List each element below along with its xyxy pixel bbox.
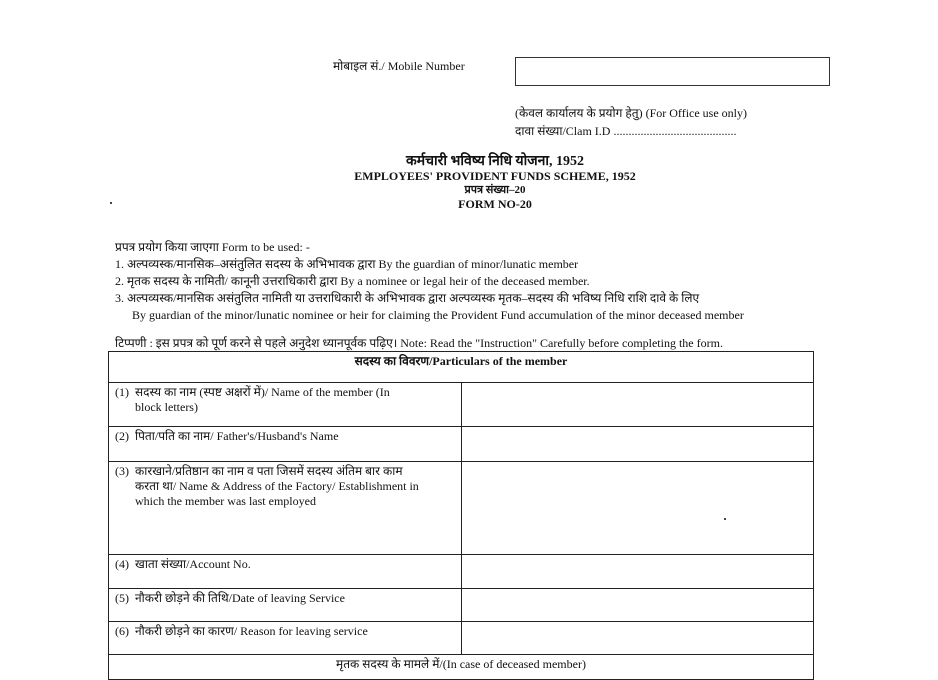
member-name-label: (1) सदस्य का नाम (स्पष्ट अक्षरों में)/ Name of the member (In block letters) — [109, 383, 462, 427]
leaving-date-label: (5) नौकरी छोड़ने की तिथि/Date of leaving Service — [109, 589, 462, 622]
table-row — [109, 427, 814, 462]
instruction-note: टिप्पणी : इस प्रपत्र को पूर्ण करने से पहले अनुदेश ध्यानपूर्वक पढ़िए। Note: Read the "Instruction" Carefully before completing the form. — [115, 336, 723, 350]
leaving-reason-label: (6) नौकरी छोड़ने का कारण/ Reason for leaving service — [109, 622, 462, 655]
mobile-number-label: मोबाइल सं./ Mobile Number — [333, 59, 465, 73]
leaving-reason-field[interactable] — [461, 622, 814, 655]
scheme-title-english: EMPLOYEES' PROVIDENT FUNDS SCHEME, 1952 — [354, 169, 636, 183]
usage-item-2: 2. मृतक सदस्य के नामिती/ कानूनी उत्तराधिकारी द्वारा By a nominee or legal heir of the deceased member. — [115, 274, 590, 288]
establishment-address-field[interactable] — [461, 462, 814, 555]
form-usage-section — [115, 239, 744, 324]
mobile-number-field[interactable] — [515, 57, 830, 86]
usage-item-3-english: By guardian of the minor/lunatic nominee or heir for claiming the Provident Fund accumulation of the minor deceased member — [132, 308, 744, 322]
claim-id-field[interactable]: दावा संख्या/Clam I.D ......................................... — [515, 124, 737, 138]
leaving-date-field[interactable] — [461, 589, 814, 622]
usage-item-1: 1. अल्पव्यस्क/मानसिक–असंतुलित सदस्य के अभिभावक द्वारा By the guardian of minor/lunatic member — [115, 257, 579, 271]
form-number-english: FORM NO-20 — [458, 197, 532, 211]
deceased-member-heading: मृतक सदस्य के मामले में/(In case of deceased member) — [109, 655, 814, 680]
form-number-hindi: प्रपत्र संख्या–20 — [464, 184, 526, 196]
scan-speck — [724, 518, 726, 520]
father-husband-name-field[interactable] — [461, 427, 814, 462]
account-number-field[interactable] — [461, 555, 814, 589]
account-number-label: (4) खाता संख्या/Account No. — [109, 555, 462, 589]
table-row — [109, 383, 814, 427]
office-use-label: (केवल कार्यालय के प्रयोग हेतु) (For Office use only) — [515, 106, 748, 120]
scheme-title-hindi: कर्मचारी भविष्य निधि योजना, 1952 — [406, 154, 584, 169]
member-particulars-table — [108, 351, 814, 680]
table-row — [109, 622, 814, 655]
usage-item-3: 3. अल्पव्यस्क/मानसिक असंतुलित नामिती या उत्तराधिकारी के अभिभावक द्वारा अल्पव्यस्क मृतक–सदस्य की भविष्य निधि राशि दावे के लिए — [115, 291, 700, 305]
table-row — [109, 462, 814, 555]
particulars-heading: सदस्य का विवरण/Particulars of the member — [109, 352, 814, 383]
father-husband-name-label: (2) पिता/पति का नाम/ Father's/Husband's Name — [109, 427, 462, 462]
table-row — [109, 589, 814, 622]
form-title-block — [300, 155, 690, 211]
usage-heading: प्रपत्र प्रयोग किया जाएगा Form to be used: - — [115, 240, 310, 254]
establishment-address-label: (3) कारखाने/प्रतिष्ठान का नाम व पता जिसमें सदस्य अंतिम बार काम करता था/ Name & Address of the Factory/ Establishment in which the member was last employed — [109, 462, 462, 555]
table-row — [109, 555, 814, 589]
scan-speck — [110, 202, 112, 204]
member-name-field[interactable] — [461, 383, 814, 427]
